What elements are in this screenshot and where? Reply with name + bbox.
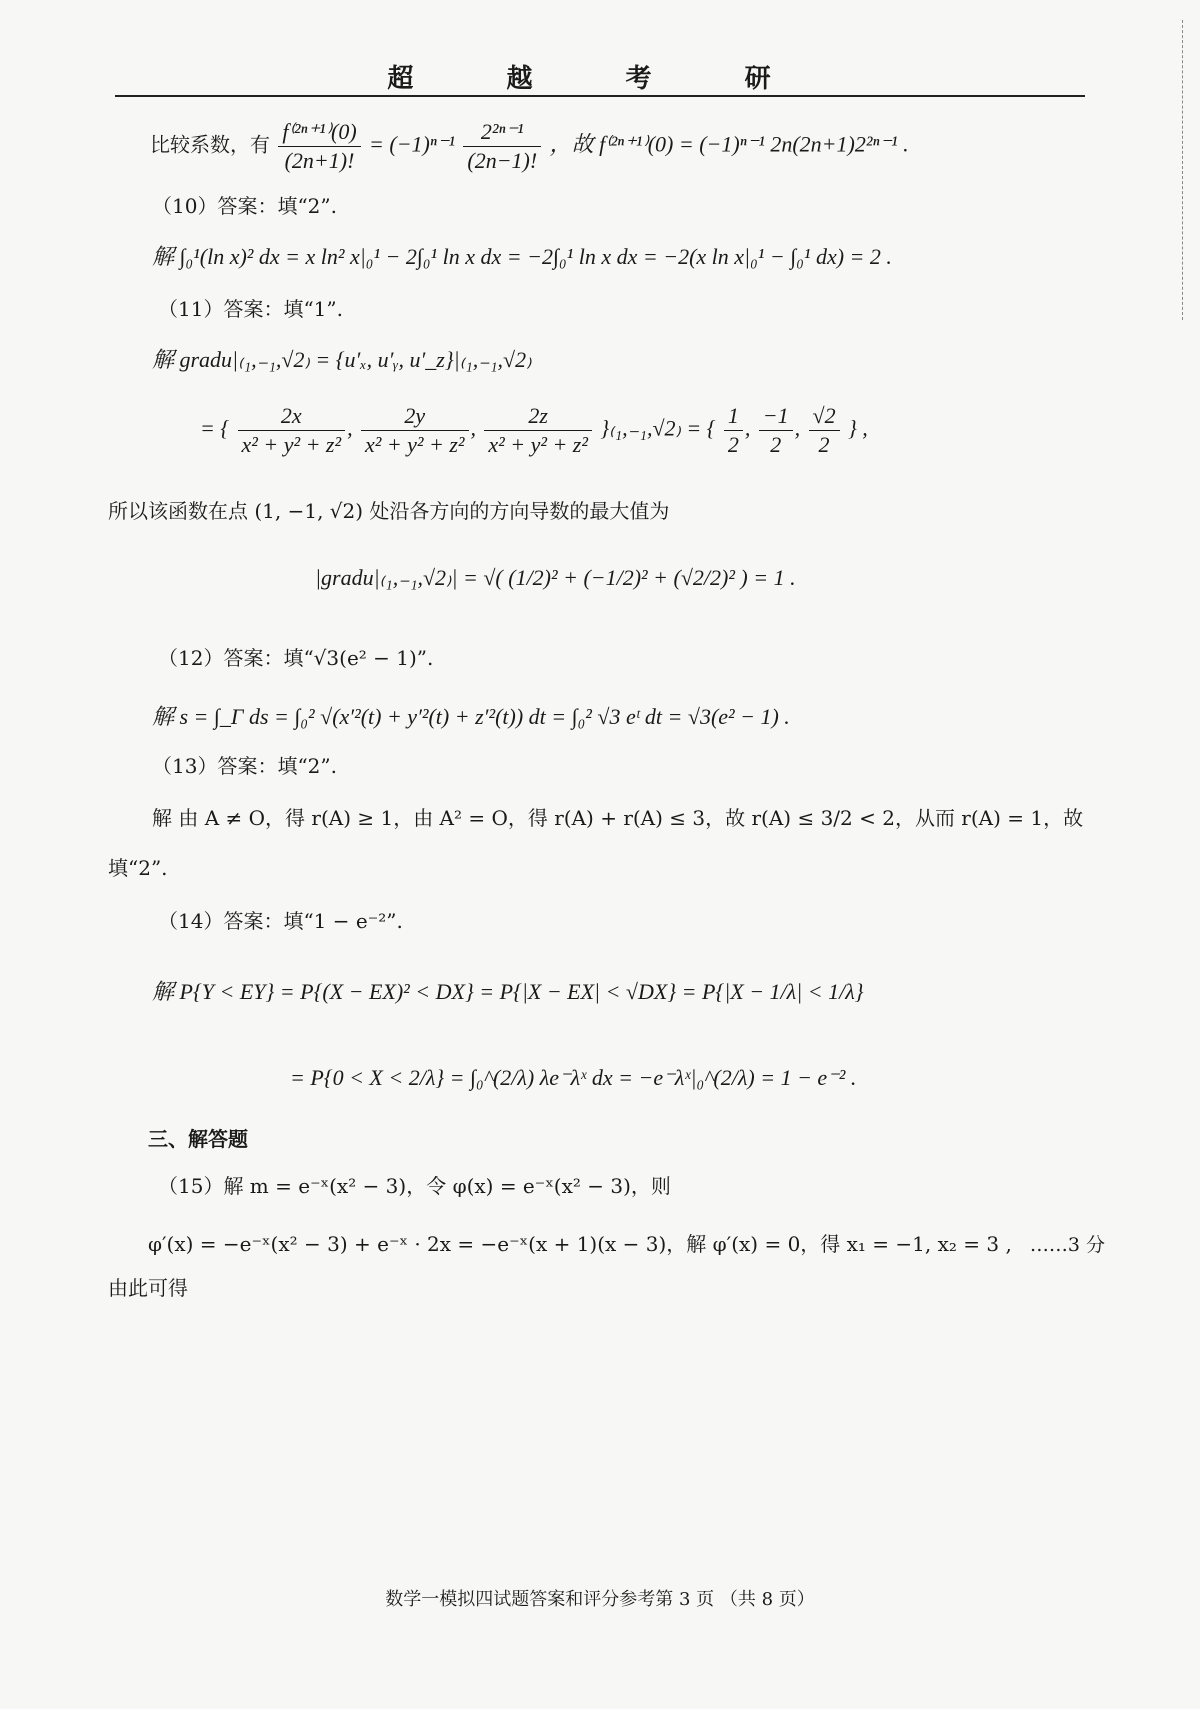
- fraction-denominator: x² + y² + z²: [488, 431, 588, 457]
- fraction-numerator: f⁽²ⁿ⁺¹⁾(0): [278, 118, 360, 147]
- q15-solution-line-1: （15）解 m = e⁻ˣ(x² − 3)，令 φ(x) = e⁻ˣ(x² − 3)，则: [158, 1174, 671, 1198]
- fraction-numerator: 2z: [484, 402, 592, 431]
- vector-evaluated: }₍₁,₋₁,√2₎ = {: [600, 415, 716, 441]
- fraction-derivative: [278, 118, 360, 174]
- gradient-component-x: [238, 402, 346, 458]
- comparison-result: ，故 f⁽²ⁿ⁺¹⁾(0) = (−1)ⁿ⁻¹ 2n(2n+1)2²ⁿ⁻¹ .: [549, 131, 909, 157]
- section-3-heading: 三、解答题: [148, 1127, 248, 1151]
- q12-solution: 解 s = ∫_Γ ds = ∫₀² √(x′²(t) + y′²(t) + z′²(t)) dt = ∫₀² √3 eᵗ dt = √3(e² − 1) .: [152, 704, 790, 729]
- q12-answer: （12）答案：填“√3(e² − 1)”.: [158, 646, 434, 670]
- page-footer: 数学一模拟四试题答案和评分参考第 3 页 （共 8 页）: [385, 1589, 815, 1610]
- fraction-denominator: (2n+1)!: [284, 147, 355, 173]
- comparison-middle: = (−1)ⁿ⁻¹: [369, 131, 456, 157]
- header-rule: [115, 95, 1085, 97]
- q13-solution-continued: 填“2”.: [108, 856, 168, 880]
- q14-solution-line-2: = P{0 < X < 2/λ} = ∫₀^(2/λ) λe⁻λˣ dx = −e⁻λˣ|₀^(2/λ) = 1 − e⁻² .: [290, 1065, 857, 1090]
- coefficient-comparison-line: [150, 118, 909, 174]
- q11-gradient-vector: = { $\frac{2x}{\text{x² + y² + z²}}$ , $\frac{2y}{\text{x² + y² + z²}}$ , $\frac{2z}{\text{x² + y² + z²}}$ }₍₁,₋₁,√2₎ = { $\frac{1}{2}$ , $\frac{-1}{2}$ , $\frac{√2}{2}$ } ,: [200, 403, 868, 457]
- result-component-3: [809, 402, 840, 458]
- fraction-numerator: 2²ⁿ⁻¹: [463, 118, 541, 147]
- fraction-numerator: 1: [724, 402, 743, 431]
- fraction-denominator: 2: [727, 431, 739, 457]
- fraction-numerator: 2x: [238, 402, 346, 431]
- vector-close: } ,: [847, 415, 868, 441]
- fraction-denominator: x² + y² + z²: [241, 431, 342, 457]
- fraction-numerator: √2: [809, 402, 840, 431]
- q11-answer: （11）答案：填“1”.: [158, 297, 343, 321]
- q15-solution-line-3: 由此可得: [108, 1276, 188, 1300]
- fraction-numerator: −1: [759, 402, 793, 431]
- q11-conclusion-text: 所以该函数在点 (1, −1, √2) 处沿各方向的方向导数的最大值为: [108, 499, 670, 523]
- fraction-denominator: 2: [770, 431, 782, 457]
- fraction-denominator: (2n−1)!: [467, 147, 538, 173]
- q13-answer: （13）答案：填“2”.: [152, 754, 337, 778]
- result-component-1: [724, 402, 743, 458]
- comparison-prefix: 比较系数，有: [150, 132, 270, 157]
- q14-solution-line-1: 解 P{Y < EY} = P{(X − EX)² < DX} = P{|X − EX| < √DX} = P{|X − 1/λ| < 1/λ}: [152, 979, 864, 1004]
- fraction-denominator: 2: [818, 431, 830, 457]
- q15-score: ……3 分: [1029, 1234, 1105, 1256]
- fraction-numerator: 2y: [361, 402, 469, 431]
- q14-answer: （14）答案：填“1 − e⁻²”.: [158, 909, 403, 933]
- q11-max-value: |gradu|₍₁,₋₁,√2₎| = √( (1/2)² + (−1/2)² + (√2/2)² ) = 1 .: [315, 565, 796, 590]
- q11-gradient-definition: 解 gradu|₍₁,₋₁,√2₎ = {u′ₓ, u′ᵧ, u′_z}|₍₁,₋₁,√2₎: [152, 347, 532, 372]
- result-component-2: [759, 402, 793, 458]
- q10-answer: （10）答案：填“2”.: [152, 194, 337, 218]
- fraction-power: [463, 118, 541, 174]
- fraction-denominator: x² + y² + z²: [364, 431, 465, 457]
- gradient-component-y: [361, 402, 469, 458]
- q13-solution: 解 由 A ≠ O，得 r(A) ≥ 1，由 A² = O，得 r(A) + r(A) ≤ 3，故 r(A) ≤ 3/2 < 2，从而 r(A) = 1，故: [152, 806, 1084, 830]
- q10-solution: 解 ∫₀¹(ln x)² dx = x ln² x|₀¹ − 2∫₀¹ ln x dx = −2∫₀¹ ln x dx = −2(x ln x|₀¹ − ∫₀¹ dx) = 2 .: [152, 244, 892, 269]
- gradient-component-z: [484, 402, 592, 458]
- page-header-title: 超 越 考 研: [387, 64, 813, 94]
- q15-solution-line-2: φ′(x) = −e⁻ˣ(x² − 3) + e⁻ˣ · 2x = −e⁻ˣ(x + 1)(x − 3)，解 φ′(x) = 0，得 x₁ = −1, x₂ = 3 ,: [148, 1232, 1012, 1256]
- vector-open: = {: [200, 415, 230, 441]
